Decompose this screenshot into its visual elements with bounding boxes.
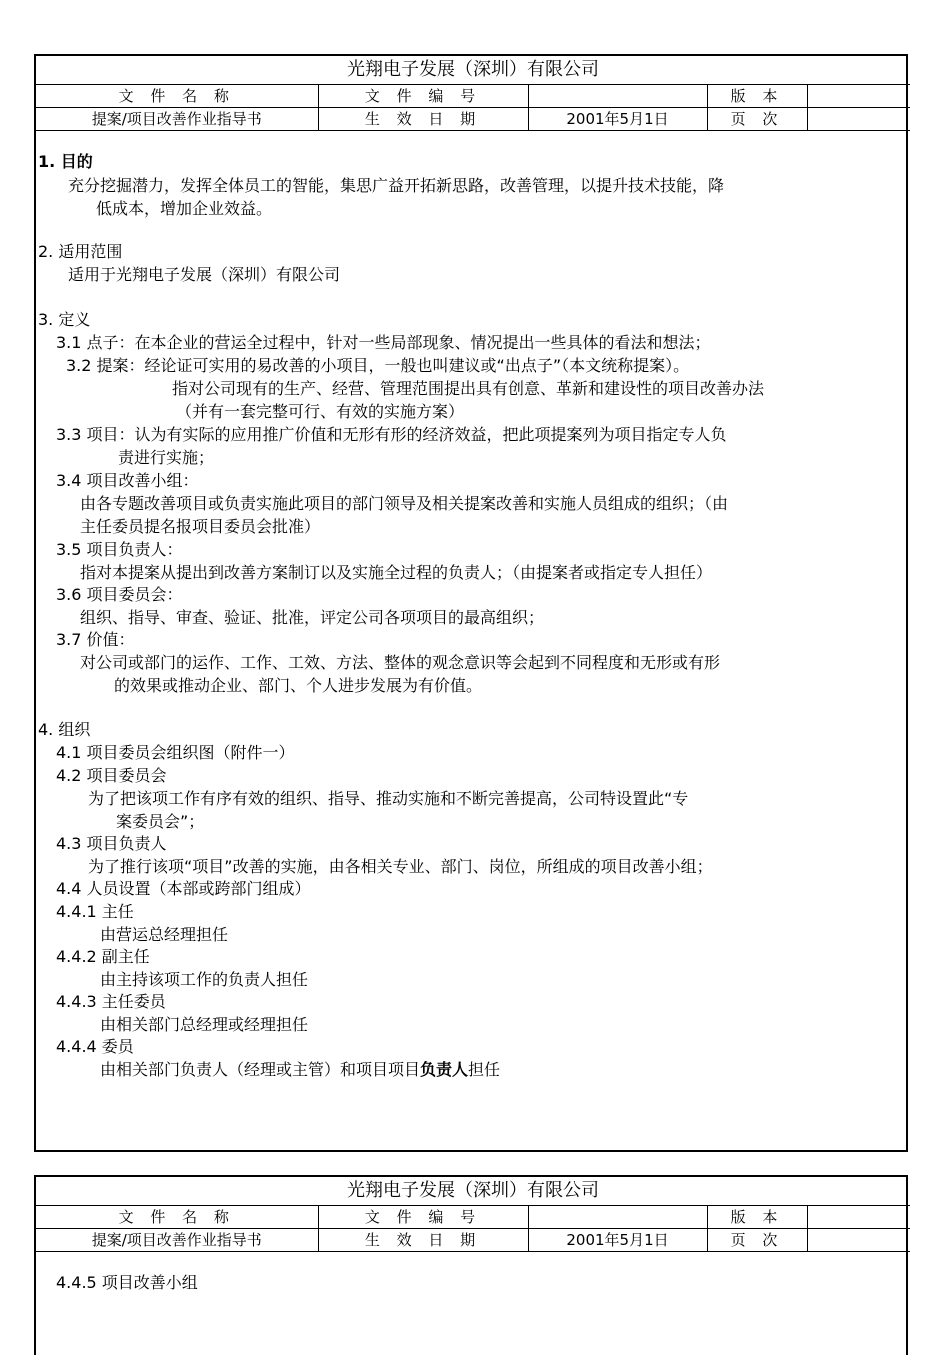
subsection: 3.6 项目委员会：	[56, 585, 183, 604]
version-value	[807, 85, 910, 108]
subsection: 3.7 价值：	[56, 630, 135, 649]
subsection: 4.1 项目委员会组织图（附件一）	[56, 743, 295, 762]
paragraph: 对公司或部门的运作、工作、工效、方法、整体的观念意识等会起到不同程度和无形或有形	[80, 653, 721, 672]
subsection: 4.4.1 主任	[56, 902, 134, 921]
effective-date-value: 2001年5月1日	[528, 108, 707, 131]
subsection: 3.5 项目负责人：	[56, 540, 183, 559]
subsection: 4.4 人员设置（本部或跨部门组成）	[56, 879, 311, 898]
text-run: 由相关部门负责人（经理或主管）和项目项目	[100, 1060, 421, 1079]
effective-date-label: 生 效 日 期	[318, 1229, 528, 1252]
subsection: 4.4.5 项目改善小组	[56, 1273, 198, 1292]
paragraph: 由相关部门总经理或经理担任	[100, 1015, 309, 1034]
doc-header-table	[36, 56, 910, 131]
subsection: 3.2 提案：经论证可实用的易改善的小项目，一般也叫建议或“出点子”（本文统称提案）。	[66, 356, 690, 375]
doc-name-value: 提案/项目改善作业指导书	[36, 108, 318, 131]
paragraph: 案委员会”；	[116, 812, 205, 831]
paragraph: 由主持该项工作的负责人担任	[100, 970, 309, 989]
section-2-title: 2. 适用范围	[38, 242, 123, 261]
doc-name-value: 提案/项目改善作业指导书	[36, 1229, 318, 1252]
effective-date-value: 2001年5月1日	[528, 1229, 707, 1252]
paragraph: 低成本，增加企业效益。	[96, 199, 273, 218]
page-label: 页 次	[707, 108, 807, 131]
paragraph: 由营运总经理担任	[100, 925, 229, 944]
company-title: 光翔电子发展（深圳）有限公司	[36, 1177, 910, 1206]
paragraph: 责进行实施；	[118, 448, 215, 467]
paragraph: （并有一套完整可行、有效的实施方案）	[176, 402, 465, 421]
paragraph: 的效果或推动企业、部门、个人进步发展为有价值。	[114, 676, 483, 695]
paragraph: 指对公司现有的生产、经营、管理范围提出具有创意、革新和建设性的项目改善办法	[172, 379, 765, 398]
paragraph: 主任委员提名报项目委员会批准）	[80, 517, 321, 536]
page-label: 页 次	[707, 1229, 807, 1252]
subsection: 4.2 项目委员会	[56, 766, 167, 785]
version-label: 版 本	[707, 1206, 807, 1229]
document-page-1	[34, 54, 908, 1152]
paragraph: 指对本提案从提出到改善方案制订以及实施全过程的负责人；（由提案者或指定专人担任）	[80, 563, 713, 582]
doc-no-value	[528, 1206, 707, 1229]
doc-no-value	[528, 85, 707, 108]
paragraph: 为了推行该项“项目”改善的实施，由各相关专业、部门、岗位，所组成的项目改善小组；	[88, 857, 713, 876]
page-value	[807, 1229, 910, 1252]
doc-no-label: 文 件 编 号	[318, 1206, 528, 1229]
paragraph: 充分挖掘潜力，发挥全体员工的智能，集思广益开拓新思路，改善管理，以提升技术技能，降	[68, 176, 725, 195]
doc-name-label: 文 件 名 称	[36, 1206, 318, 1229]
page-value	[807, 108, 910, 131]
subsection: 3.4 项目改善小组：	[56, 471, 199, 490]
version-label: 版 本	[707, 85, 807, 108]
subsection: 4.4.2 副主任	[56, 947, 150, 966]
paragraph: 由各专题改善项目或负责实施此项目的部门领导及相关提案改善和实施人员组成的组织；（由	[80, 494, 729, 513]
paragraph: 为了把该项工作有序有效的组织、指导、推动实施和不断完善提高，公司特设置此“专	[88, 789, 689, 808]
paragraph	[100, 1059, 500, 1081]
paragraph: 组织、指导、审查、验证、批准，评定公司各项项目的最高组织；	[80, 608, 545, 627]
doc-name-label: 文 件 名 称	[36, 85, 318, 108]
subsection: 4.4.4 委员	[56, 1037, 134, 1056]
subsection: 3.3 项目：认为有实际的应用推广价值和无形有形的经济效益，把此项提案列为项目指定专人负	[56, 425, 727, 444]
subsection: 3.1 点子：在本企业的营运全过程中，针对一些局部现象、情况提出一些具体的看法和想法；	[56, 333, 711, 352]
effective-date-label: 生 效 日 期	[318, 108, 528, 131]
section-4-title: 4. 组织	[38, 720, 91, 739]
section-3-title: 3. 定义	[38, 310, 91, 329]
version-value	[807, 1206, 910, 1229]
doc-no-label: 文 件 编 号	[318, 85, 528, 108]
paragraph: 适用于光翔电子发展（深圳）有限公司	[68, 265, 341, 284]
section-1-title: 1. 目的	[38, 152, 93, 171]
doc-header-table	[36, 1177, 910, 1252]
company-title: 光翔电子发展（深圳）有限公司	[36, 56, 910, 85]
text-run-bold: 负责人	[420, 1060, 469, 1079]
text-run: 担任	[468, 1060, 501, 1079]
subsection: 4.4.3 主任委员	[56, 992, 166, 1011]
subsection: 4.3 项目负责人	[56, 834, 167, 853]
document-page-2	[34, 1175, 908, 1355]
